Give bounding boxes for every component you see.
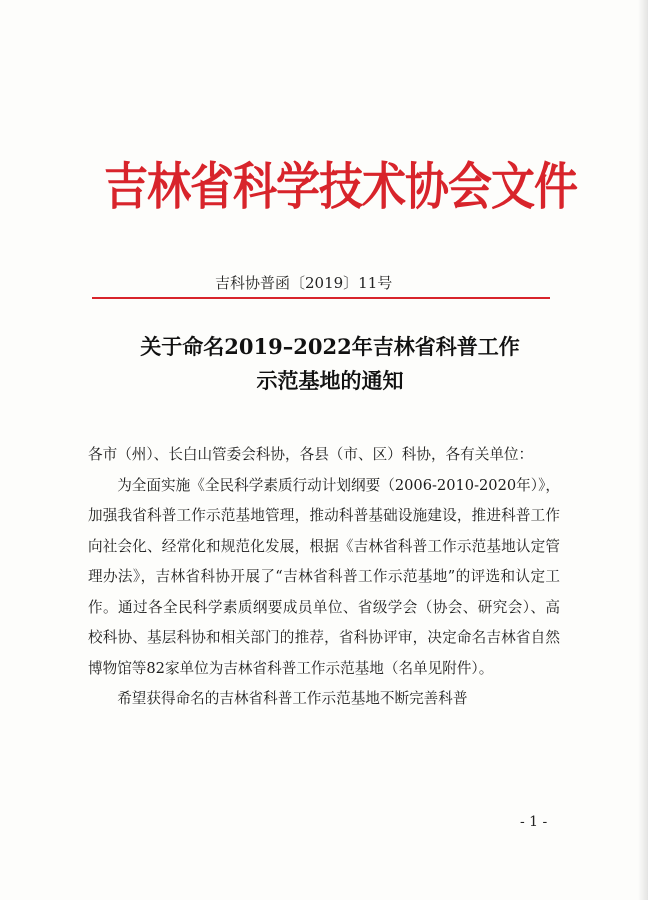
page-number: - 1 -: [520, 814, 548, 830]
notice-title: [100, 330, 560, 398]
red-divider-line: [92, 297, 550, 299]
document-body: [88, 440, 560, 715]
body-paragraph-1: 为全面实施《全民科学素质行动计划纲要（2006-2010-2020年）》，加强我省科普工作示范基地管理，推动科普基础设施建设，推进科普工作向社会化、经常化和规范化发展，根据《吉林省科普工作示范基地认定管理办法》，吉林省科协开展了“吉林省科普工作示范基地”的评选和认定工作。通过各全民科学素质纲要成员单位、省级学会（协会、研究会）、高校科协、基层科协和相关部门的推荐，省科协评审，决定命名吉林省自然博物馆等82家单位为吉林省科普工作示范基地（名单见附件）。: [88, 476, 560, 677]
body-paragraph-2: 希望获得命名的吉林省科普工作示范基地不断完善科普: [117, 690, 468, 707]
document-header-title: 吉林省科学技术协会文件: [104, 158, 577, 217]
document-number: 吉科协普函〔2019〕11号: [215, 274, 393, 292]
scan-edge-shadow: [638, 0, 648, 900]
addressee-line: 各市（州）、长白山管委会科协，各县（市、区）科协，各有关单位：: [88, 446, 534, 463]
notice-title-line-1: 关于命名2019–2022年吉林省科普工作: [140, 334, 520, 359]
notice-title-line-2: 示范基地的通知: [256, 368, 404, 393]
